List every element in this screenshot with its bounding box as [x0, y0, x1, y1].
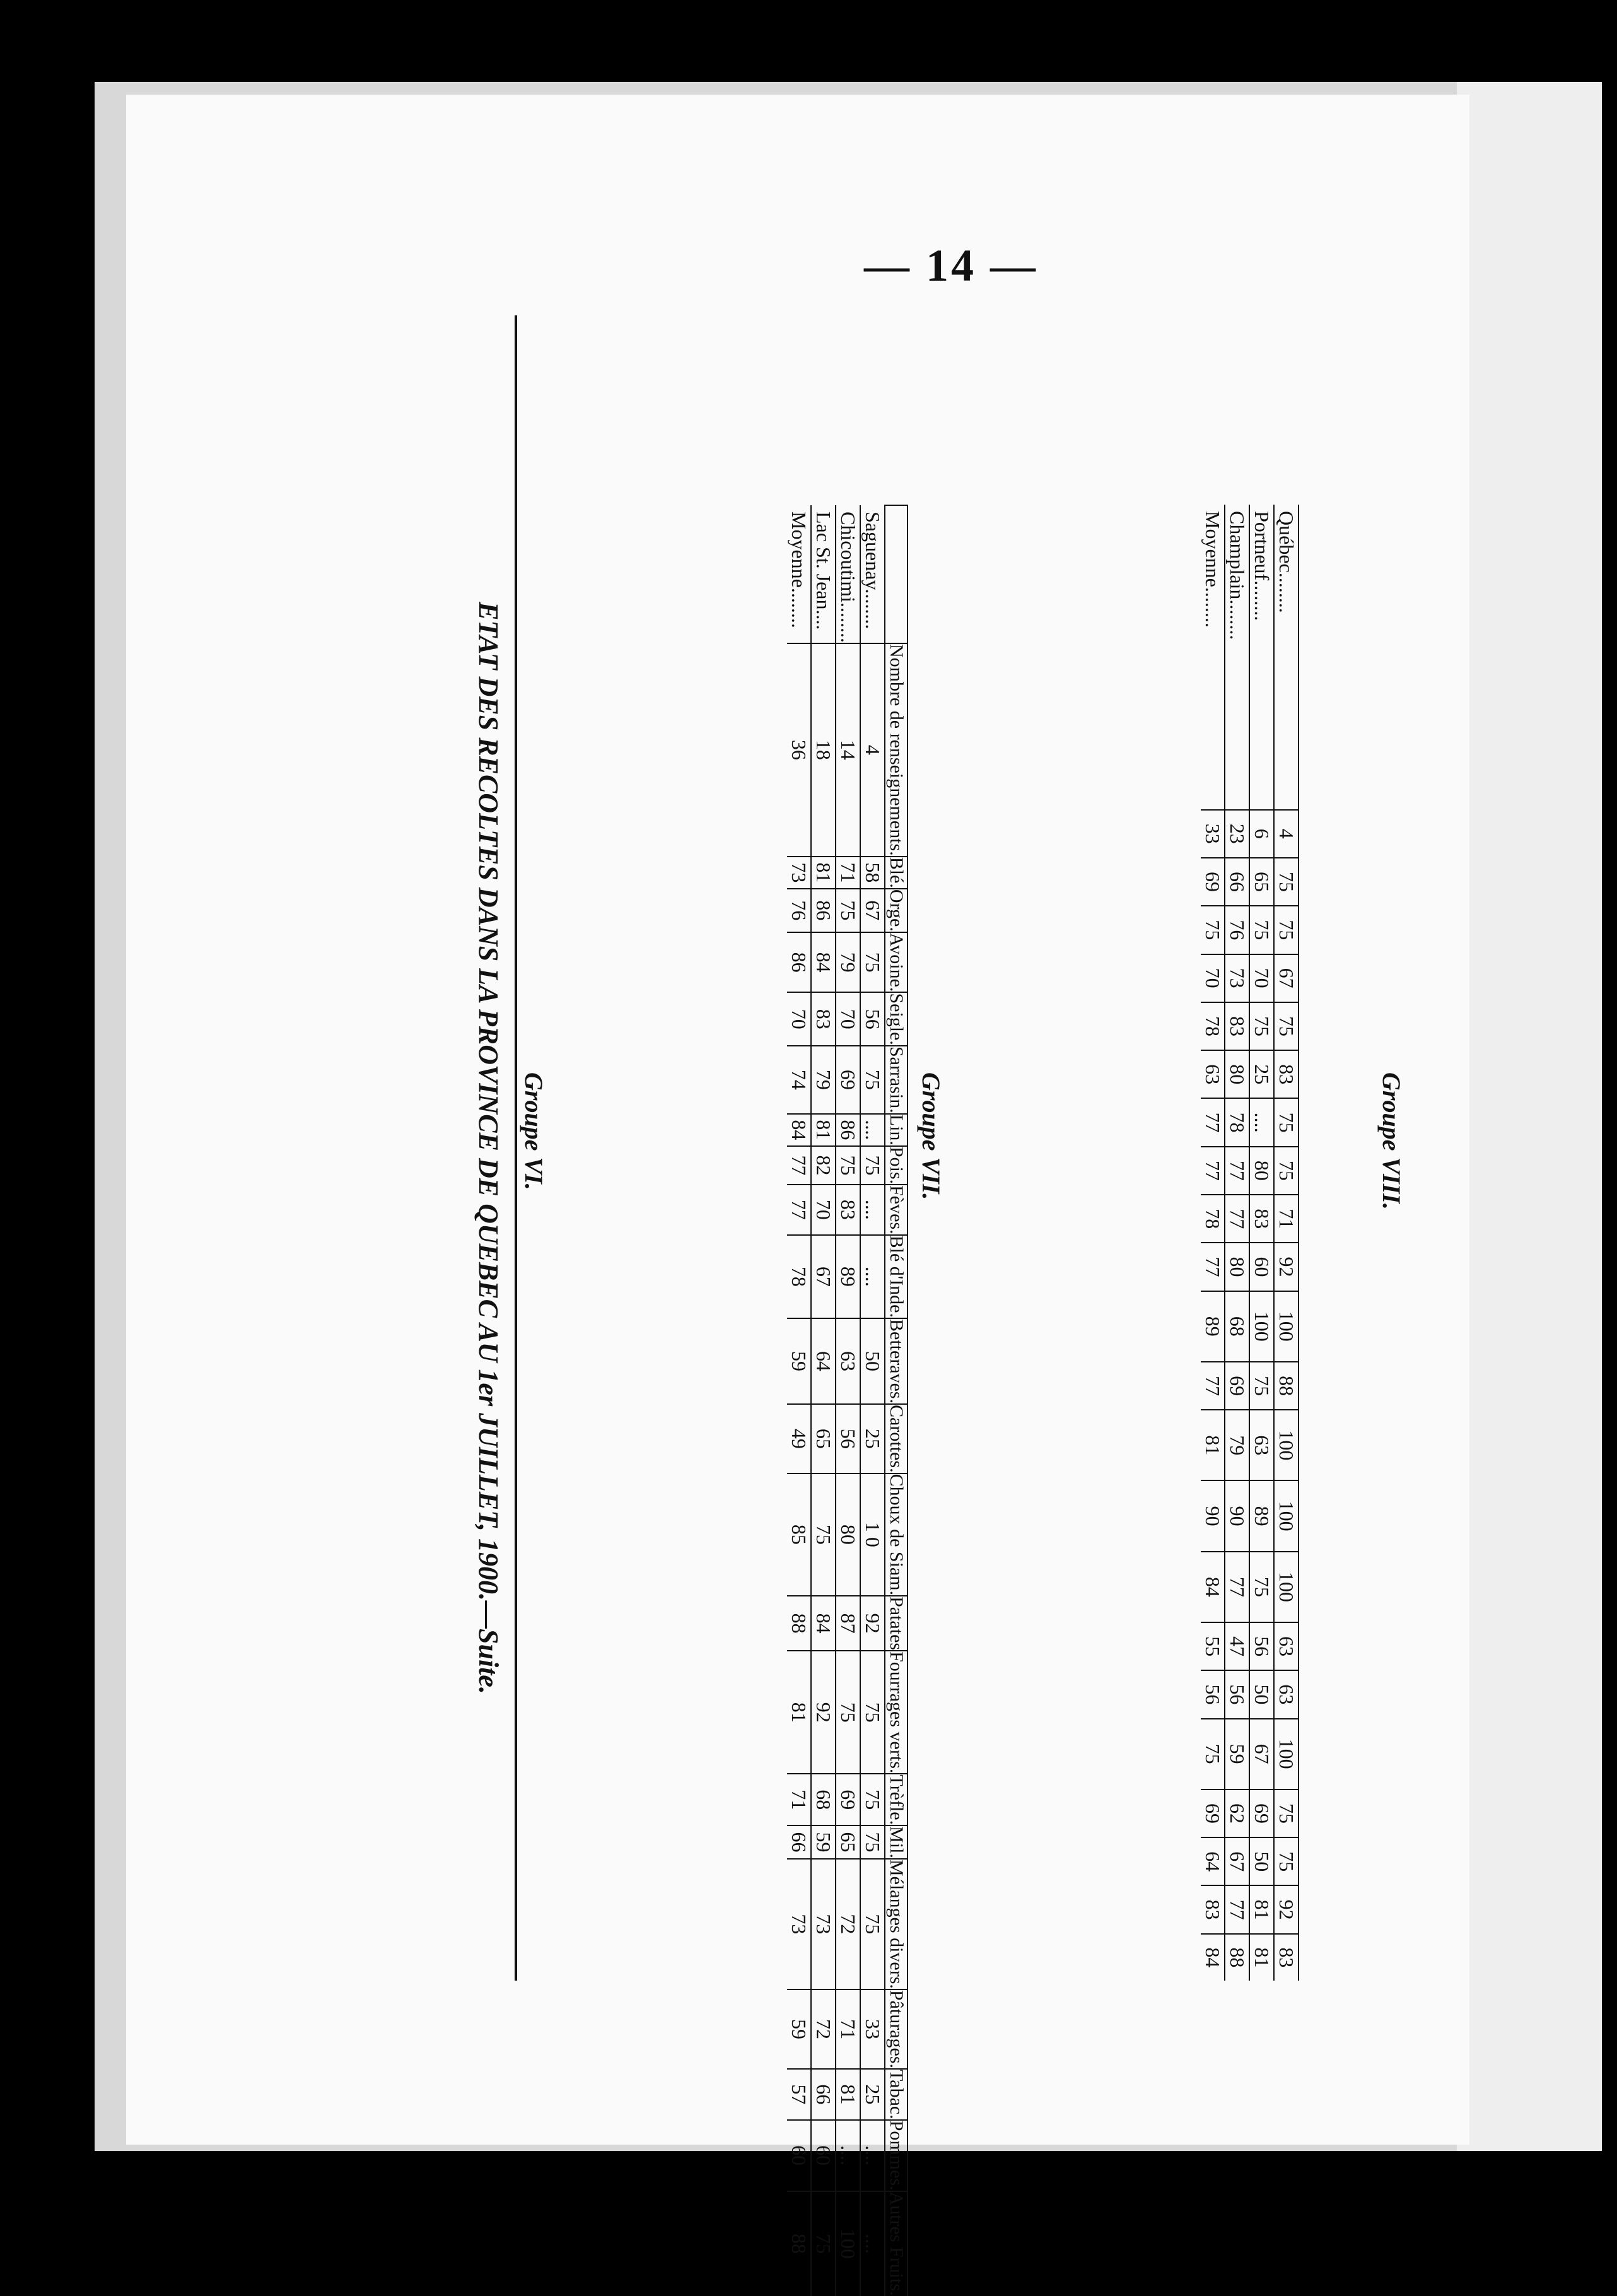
table-cell: 77: [1225, 1552, 1249, 1622]
column-header: Blé d'Inde.: [886, 1235, 907, 1318]
table-cell: 75: [1249, 1002, 1274, 1050]
average-row: [1201, 505, 1225, 1981]
table-cell: 57: [787, 2069, 811, 2120]
table-cell: 77: [1201, 1098, 1225, 1146]
table-cell: 77: [787, 1185, 811, 1235]
group-viii-heading: Groupe VIII.: [1377, 1072, 1406, 1210]
table-cell: 83: [1274, 1050, 1299, 1098]
table-cell: 69: [1201, 858, 1225, 906]
table-cell: 70: [1249, 954, 1274, 1002]
table-cell: 79: [836, 932, 860, 993]
column-header-row: [885, 505, 908, 2296]
table-cell: 100: [836, 2191, 860, 2296]
column-header: Trèfle.: [886, 1774, 907, 1825]
table-cell: 59: [787, 1318, 811, 1404]
table-cell: 63: [1274, 1670, 1299, 1718]
table-row: [860, 505, 885, 2296]
table-cell: 64: [1201, 1837, 1225, 1885]
table-cell: 76: [787, 889, 811, 932]
table-cell: 65: [836, 1825, 860, 1859]
table-cell: 25: [860, 2069, 885, 2120]
table-cell: 92: [860, 1596, 885, 1651]
table-cell: 86: [787, 932, 811, 993]
table-cell: 75: [811, 1473, 836, 1596]
table-cell: ....: [860, 1235, 885, 1318]
table-cell: 49: [787, 1404, 811, 1473]
table-cell: 60: [787, 2120, 811, 2191]
table-cell: 75: [1274, 1002, 1299, 1050]
table-cell: 77: [787, 1146, 811, 1185]
table-cell: 81: [1201, 1410, 1225, 1480]
table-cell: 84: [1201, 1552, 1225, 1622]
group-vii-table: [1201, 505, 1299, 1981]
group-vii-heading: Groupe VII.: [917, 1072, 945, 1200]
table-cell: 75: [1274, 1098, 1299, 1146]
table-cell: 50: [1249, 1670, 1274, 1718]
table-cell: 72: [836, 1859, 860, 1989]
table-cell: 92: [1274, 1243, 1299, 1291]
table-cell: 75: [836, 1651, 860, 1774]
table-cell: 63: [1274, 1622, 1299, 1670]
table-cell: 1 0: [860, 1473, 885, 1596]
table-cell: 55: [1201, 1622, 1225, 1670]
table-cell: 4: [860, 643, 885, 857]
column-header: Lin.: [886, 1114, 907, 1145]
table-cell: 56: [1201, 1670, 1225, 1718]
table-cell: 73: [811, 1859, 836, 1989]
table-cell: 81: [1249, 1934, 1274, 1981]
table-cell: 75: [860, 1859, 885, 1989]
row-label: Chicoutimi........: [836, 505, 860, 643]
table-cell: 70: [1201, 954, 1225, 1002]
row-label: Portneuf........: [1249, 505, 1274, 810]
table-cell: 100: [1249, 1291, 1274, 1362]
table-cell: 70: [811, 1185, 836, 1235]
table-cell: 75: [1274, 906, 1299, 954]
table-cell: 78: [1225, 1098, 1249, 1146]
table-cell: 75: [860, 1651, 885, 1774]
column-header: Seigle.: [886, 993, 907, 1045]
table-cell: 56: [836, 1404, 860, 1473]
table-cell: 73: [1225, 954, 1249, 1002]
table-cell: 88: [1274, 1362, 1299, 1410]
table-cell: 77: [1225, 1885, 1249, 1933]
table-cell: 75: [1201, 906, 1225, 954]
table-cell: 76: [1225, 906, 1249, 954]
table-cell: 14: [836, 643, 860, 857]
table-cell: 100: [1274, 1291, 1299, 1362]
table-cell: 78: [1201, 1002, 1225, 1050]
table-cell: 75: [1274, 858, 1299, 906]
table-cell: 75: [811, 2191, 836, 2296]
table-cell: 83: [1249, 1195, 1274, 1243]
table-cell: 25: [1249, 1050, 1274, 1098]
table-cell: 70: [836, 992, 860, 1046]
table-cell: 85: [787, 1473, 811, 1596]
column-header: Tabac.: [886, 2070, 907, 2119]
column-header: Choux de Siam.: [886, 1473, 907, 1596]
table-cell: 67: [1274, 954, 1299, 1002]
table-cell: 71: [836, 857, 860, 889]
table-cell: 58: [860, 857, 885, 889]
table-cell: 81: [836, 2069, 860, 2120]
row-label: Québec........: [1274, 505, 1299, 810]
column-header: Fourrages verts.: [886, 1651, 907, 1774]
table-cell: 6: [1249, 810, 1274, 858]
table-cell: 100: [1274, 1719, 1299, 1789]
table-cell: 75: [836, 889, 860, 932]
table-cell: 59: [811, 1825, 836, 1859]
column-header: Pommes.: [886, 2120, 907, 2191]
table-cell: 80: [836, 1473, 860, 1596]
table-cell: 77: [1225, 1195, 1249, 1243]
table-cell: 80: [1225, 1050, 1249, 1098]
table-cell: 73: [787, 857, 811, 889]
column-header: Carottes.: [886, 1405, 907, 1473]
column-header: Avoine.: [886, 932, 907, 992]
table-cell: 65: [811, 1404, 836, 1473]
column-header: Patates: [886, 1596, 907, 1651]
table-cell: 18: [811, 643, 836, 857]
table-cell: 78: [1201, 1195, 1225, 1243]
table-cell: 72: [811, 1989, 836, 2069]
adjacent-page-edge: [1457, 82, 1602, 2151]
row-label: Saguenay........: [860, 505, 885, 643]
table-cell: 77: [1225, 1147, 1249, 1195]
table-cell: 63: [1249, 1410, 1274, 1480]
group-vi-heading: Groupe VI.: [520, 1072, 548, 1190]
table-cell: 81: [1249, 1885, 1274, 1933]
table-cell: 63: [1201, 1050, 1225, 1098]
table-cell: 63: [836, 1318, 860, 1404]
table-cell: 56: [1225, 1670, 1249, 1718]
table-cell: 25: [860, 1404, 885, 1473]
table-cell: 83: [1225, 1002, 1249, 1050]
table-cell: 71: [836, 1989, 860, 2069]
row-label: Lac St. Jean....: [811, 505, 836, 643]
table-cell: 36: [787, 643, 811, 857]
table-cell: 81: [811, 1114, 836, 1146]
table-cell: 75: [1249, 1362, 1274, 1410]
table-cell: 74: [787, 1046, 811, 1114]
table-cell: 79: [1225, 1410, 1249, 1480]
column-header: Nombre de renseignements.: [886, 644, 907, 856]
table-cell: 67: [860, 889, 885, 932]
table-cell: 70: [787, 992, 811, 1046]
table-cell: 89: [1249, 1480, 1274, 1551]
column-header: Pois.: [886, 1146, 907, 1185]
table-cell: ....: [860, 2120, 885, 2191]
table-cell: 4: [1274, 810, 1299, 858]
table-cell: 50: [860, 1318, 885, 1404]
table-cell: 33: [1201, 810, 1225, 858]
table-cell: 89: [1201, 1291, 1225, 1362]
table-cell: 89: [836, 1235, 860, 1318]
column-header: Pâturages.: [886, 1989, 907, 2069]
table-cell: 84: [811, 1596, 836, 1651]
table-cell: 81: [811, 857, 836, 889]
table-cell: 86: [811, 889, 836, 932]
table-cell: 71: [1274, 1195, 1299, 1243]
page-title: ETAT DES RECOLTES DANS LA PROVINCE DE QUEBEC AU 1er JUILLET, 1900.—Suite.: [473, 602, 504, 1694]
table-cell: 73: [787, 1859, 811, 1989]
table-cell: 75: [860, 1825, 885, 1859]
table-cell: 84: [787, 1114, 811, 1146]
column-header: Fèves.: [886, 1185, 907, 1234]
table-cell: 75: [1274, 1147, 1299, 1195]
table-cell: 77: [1201, 1362, 1225, 1410]
table-cell: 60: [811, 2120, 836, 2191]
table-cell: 67: [811, 1235, 836, 1318]
table-cell: 56: [1249, 1622, 1274, 1670]
average-row: [787, 505, 811, 2296]
table-cell: 75: [1201, 1719, 1225, 1789]
row-label: Moyenne........: [1201, 505, 1225, 810]
table-cell: 75: [860, 1046, 885, 1114]
table-cell: 83: [1201, 1885, 1225, 1933]
table-cell: 87: [836, 1596, 860, 1651]
table-cell: 60: [1249, 1243, 1274, 1291]
table-cell: 69: [836, 1046, 860, 1114]
table-cell: 47: [1225, 1622, 1249, 1670]
column-header: Blé.: [886, 857, 907, 888]
table-cell: 59: [1225, 1719, 1249, 1789]
table-cell: 75: [1249, 906, 1274, 954]
table-cell: 92: [1274, 1885, 1299, 1933]
table-cell: 75: [860, 932, 885, 993]
title-rule: [515, 315, 517, 1981]
table-cell: 69: [836, 1774, 860, 1825]
page-number: — 14 —: [864, 240, 1038, 291]
table-cell: 81: [787, 1651, 811, 1774]
table-cell: 75: [836, 1146, 860, 1185]
table-cell: 71: [787, 1774, 811, 1825]
table-cell: 66: [1225, 858, 1249, 906]
table-cell: ....: [836, 2120, 860, 2191]
table-cell: 90: [1225, 1480, 1249, 1551]
table-cell: 75: [1249, 1552, 1274, 1622]
table-cell: 75: [1274, 1837, 1299, 1885]
harvest-report: [473, 315, 1425, 2296]
table-cell: 66: [787, 1825, 811, 1859]
table-cell: 77: [1201, 1243, 1225, 1291]
table-cell: 75: [860, 1774, 885, 1825]
table-cell: 83: [811, 992, 836, 1046]
column-header: Sarrasin.: [886, 1046, 907, 1113]
table-row: [811, 505, 836, 2296]
table-cell: 75: [1274, 1789, 1299, 1837]
table-cell: ....: [860, 2191, 885, 2296]
table-cell: 67: [1225, 1837, 1249, 1885]
table-cell: 83: [836, 1185, 860, 1235]
table-cell: 68: [1225, 1291, 1249, 1362]
table-cell: ....: [860, 1114, 885, 1146]
table-cell: 92: [811, 1651, 836, 1774]
column-header: Orge.: [886, 889, 907, 932]
column-header: Autres Fruits.: [886, 2191, 907, 2296]
table-cell: 62: [1225, 1789, 1249, 1837]
table-cell: 88: [1225, 1934, 1249, 1981]
table-cell: 77: [1201, 1147, 1225, 1195]
table-cell: 84: [811, 932, 836, 993]
table-cell: 88: [787, 1596, 811, 1651]
header-blank: [885, 505, 908, 643]
table-cell: 50: [1249, 1837, 1274, 1885]
table-cell: ....: [860, 1185, 885, 1235]
table-row: [1274, 505, 1299, 1981]
table-cell: 69: [1249, 1789, 1274, 1837]
table-cell: 90: [1201, 1480, 1225, 1551]
table-cell: 75: [860, 1146, 885, 1185]
table-cell: 56: [860, 992, 885, 1046]
column-header: Mil.: [886, 1826, 907, 1858]
table-cell: 80: [1249, 1147, 1274, 1195]
group-vi-table: [787, 505, 908, 2296]
table-cell: 84: [1201, 1934, 1225, 1981]
table-cell: 59: [787, 1989, 811, 2069]
table-cell: 78: [787, 1235, 811, 1318]
table-cell: 100: [1274, 1552, 1299, 1622]
table-cell: 67: [1249, 1719, 1274, 1789]
table-cell: ....: [1249, 1098, 1274, 1146]
table-cell: 68: [811, 1774, 836, 1825]
table-cell: 88: [787, 2191, 811, 2296]
table-cell: 100: [1274, 1480, 1299, 1551]
column-header: Mélanges divers.: [886, 1859, 907, 1989]
row-label: Moyenne........: [787, 505, 811, 643]
table-cell: 79: [811, 1046, 836, 1114]
table-cell: 82: [811, 1146, 836, 1185]
table-cell: 65: [1249, 858, 1274, 906]
table-row: [1225, 505, 1249, 1981]
row-label: Champlain........: [1225, 505, 1249, 810]
table-row: [1249, 505, 1274, 1981]
table-row: [836, 505, 860, 2296]
table-cell: 86: [836, 1114, 860, 1146]
table-cell: 69: [1225, 1362, 1249, 1410]
table-cell: 33: [860, 1989, 885, 2069]
table-cell: 64: [811, 1318, 836, 1404]
table-cell: 69: [1201, 1789, 1225, 1837]
rotated-content-area: [473, 315, 1425, 2296]
column-header: Betteraves.: [886, 1319, 907, 1404]
table-cell: 83: [1274, 1934, 1299, 1981]
table-cell: 66: [811, 2069, 836, 2120]
table-cell: 80: [1225, 1243, 1249, 1291]
table-cell: 100: [1274, 1410, 1299, 1480]
table-cell: 23: [1225, 810, 1249, 858]
